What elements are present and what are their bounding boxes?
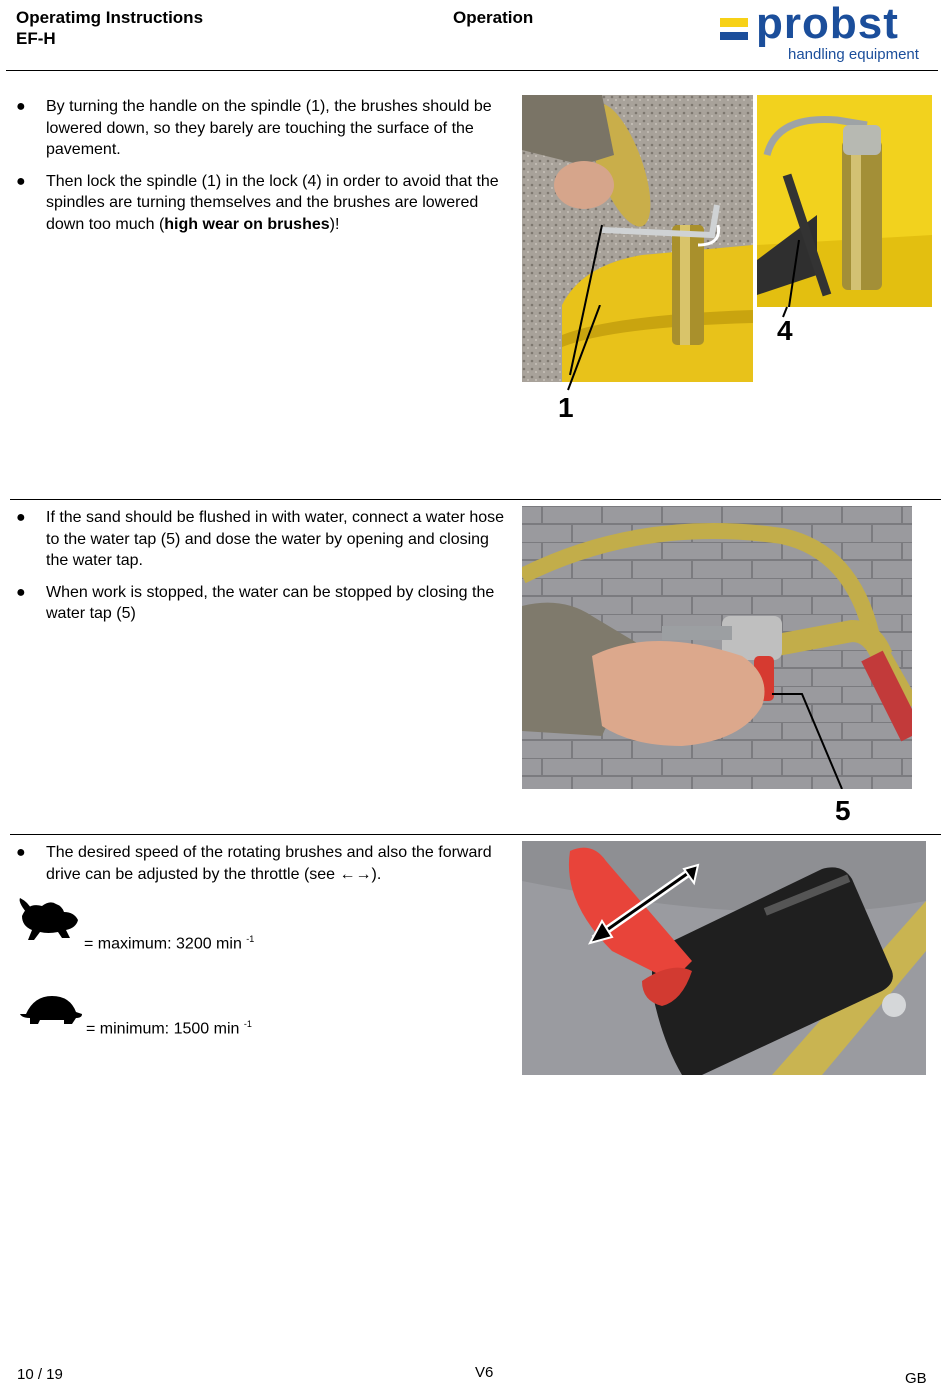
bullet-text: By turning the handle on the spindle (1), the brushes should be lowered down, so they barely are touching the surface of the pavement. [46,98,492,158]
logo-wordmark: probst [756,0,899,48]
bullet-text: Then lock the spindle (1) in the lock (4) in order to avoid that the spindles are turning themselves and the brushes are lowered down too much ( [46,172,499,233]
bullet-item [16,842,506,885]
bullet-marker: ● [16,509,26,526]
bullet-item [16,96,506,161]
document-title: Operatimg Instructions [16,8,204,27]
language-code: GB [905,1370,927,1387]
bullet-marker: ● [16,98,26,115]
double-arrow-icon: ←→ [339,865,372,883]
logo-tagline: handling equipment [788,46,919,63]
model-name: EF-H [16,29,56,48]
section-title: Operation [453,8,534,27]
bullet-text: The desired speed of the rotating brushes and also the forward drive can be adjusted by the throttle (see [46,844,492,883]
bullet-text-end: ). [371,865,382,883]
logo-bars-icon [720,18,748,40]
bullet-item [16,582,506,625]
photo-spindle-lock [757,95,932,307]
bullet-item [16,507,506,572]
speed-max-label: = maximum: 3200 min $^{-1}$ [84,934,255,953]
section-1-text [16,96,506,245]
bullet-text: When work is stopped, the water can be stopped by closing the water tap (5) [46,583,495,622]
probst-logo [720,0,932,66]
photo-water-tap [522,506,912,789]
version-label: V6 [475,1364,494,1381]
bullet-text-end: )! [329,215,340,233]
speed-max-unit-sup: -1 [246,934,255,944]
speed-min-unit-sup: -1 [243,1019,252,1029]
section-3-text [16,842,506,895]
bullet-marker: ● [16,172,26,190]
callout-lines [555,305,805,395]
bullet-text: If the sand should be flushed in with water, connect a water hose to the water tap (5) and dose the water by opening and closing the water tap. [46,509,505,569]
rabbit-icon [18,898,80,942]
header-divider [6,70,938,71]
callout-4: 4 [777,315,793,346]
page-number: 10 / 19 [17,1366,63,1383]
speed-min-label: = minimum: 1500 min $^{-1}$ [86,1019,252,1038]
photo-throttle [522,841,926,1075]
callout-1: 1 [558,392,574,423]
document-title-block [16,7,203,49]
section-2-text [16,507,506,635]
bullet-marker: ● [16,583,26,601]
section-divider [10,834,941,835]
bullet-marker: ● [16,844,26,861]
callout-5: 5 [835,795,851,826]
bullet-emphasis: high wear on brushes [164,215,330,233]
turtle-icon [20,994,84,1026]
bullet-item [16,171,506,236]
section-divider [10,499,941,500]
